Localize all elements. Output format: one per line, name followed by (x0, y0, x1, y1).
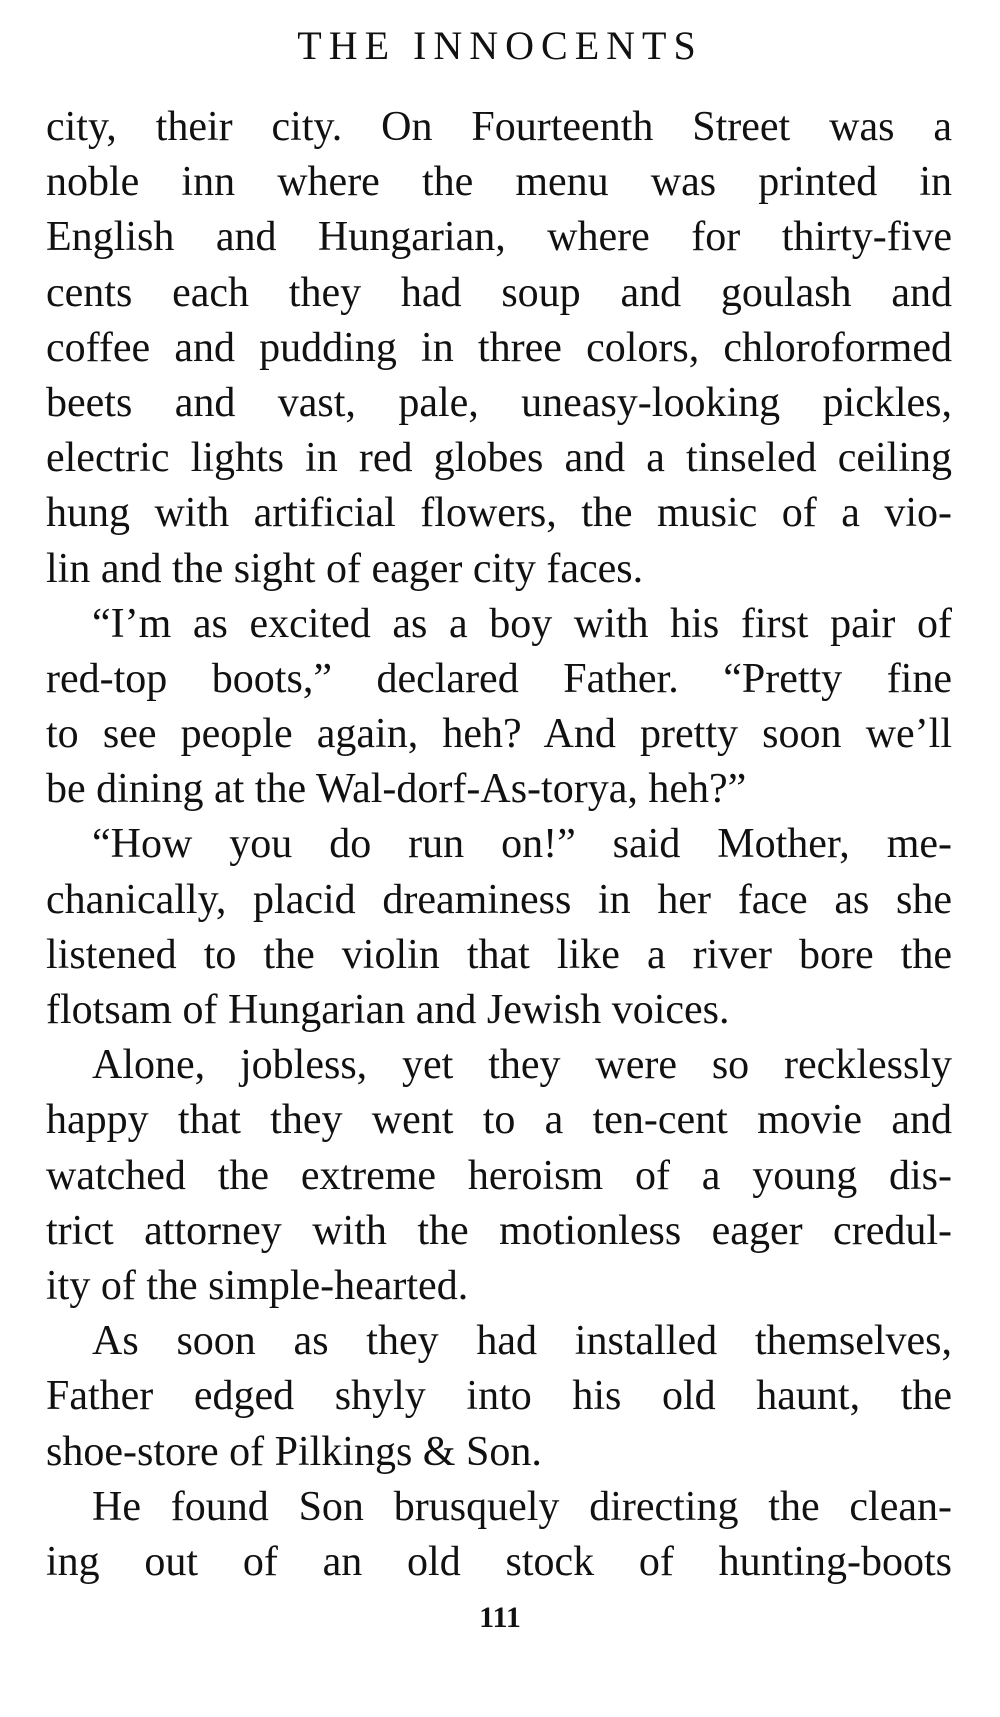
text-line: shoe-store of Pilkings & Son. (46, 1428, 542, 1475)
text-line: Father edged shyly into his old haunt, the (46, 1373, 952, 1420)
text-line: flotsam of Hungarian and Jewish voices. (46, 987, 730, 1033)
text-line: be dining at the Wal-dorf-As-torya, heh?” (46, 766, 747, 813)
paragraph (46, 817, 952, 1038)
text-line: “I’m as excited as a boy with his first pair of (92, 600, 952, 647)
page-number: 111 (479, 1601, 521, 1634)
text-line: chanically, placid dreaminess in her face as she (46, 876, 952, 923)
text-line: happy that they went to a ten-cent movie and (46, 1097, 952, 1144)
text-line: ing out of an old stock of hunting-boots (46, 1538, 952, 1585)
paragraph (46, 100, 952, 597)
text-line: listened to the violin that like a river bore the (46, 931, 952, 978)
paragraph (46, 1038, 952, 1314)
text-line: beets and vast, pale, uneasy-looking pickles, (46, 379, 952, 426)
text-line: ity of the simple-hearted. (46, 1262, 469, 1309)
text-line: lin and the sight of eager city faces. (46, 545, 644, 592)
text-line: trict attorney with the motionless eager credul- (46, 1207, 952, 1254)
text-line: As soon as they had installed themselves, (92, 1318, 952, 1365)
text-line: red-top boots,” declared Father. “Pretty fine (46, 655, 952, 702)
text-line: English and Hungarian, where for thirty-five (46, 214, 952, 261)
text-line: He found Son brusquely directing the clean- (92, 1483, 952, 1530)
text-line: cents each they had soup and goulash and (46, 269, 952, 316)
text-line: hung with artificial flowers, the music of a vio- (46, 490, 952, 537)
text-line: noble inn where the menu was printed in (46, 159, 952, 206)
page-body (46, 100, 952, 1590)
paragraph (46, 1480, 952, 1590)
text-line: electric lights in red globes and a tinseled ceiling (46, 435, 952, 482)
text-line: Alone, jobless, yet they were so recklessly (92, 1042, 952, 1089)
text-line: to see people again, heh? And pretty soon we’ll (46, 711, 952, 758)
text-line: city, their city. On Fourteenth Street was a (46, 104, 952, 150)
text-line: watched the extreme heroism of a young dis- (46, 1152, 952, 1199)
paragraph (46, 597, 952, 818)
text-line: coffee and pudding in three colors, chloroformed (46, 324, 952, 371)
text-line: “How you do run on!” said Mother, me- (92, 821, 952, 868)
paragraph (46, 1314, 952, 1480)
running-head: THE INNOCENTS (297, 23, 703, 68)
